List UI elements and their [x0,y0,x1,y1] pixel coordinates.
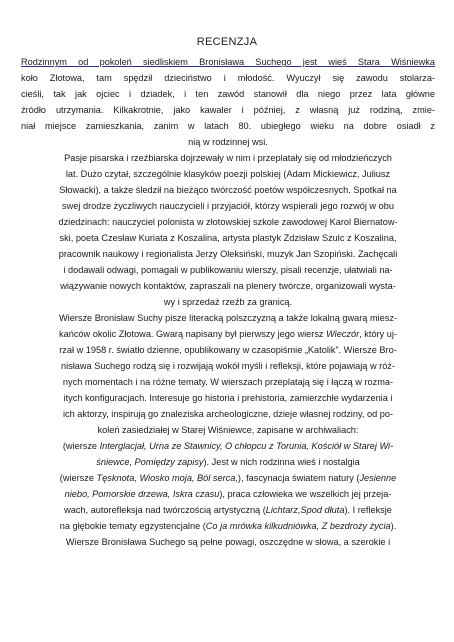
text-line: na głębokie tematy egzystencjalne (Co ja mrówka kilkudniówka, Z bezdroży życia). [59,521,397,531]
text-line: śniewce, Pomiędzy zapisy). Jest w nich rodzinna wieś i nostalgia [96,457,360,467]
text-line: koło Złotowa, tam spędził dzieciństwo i młodość. Wyuczył się zawodu stolarza- [21,73,435,83]
text-line: pracownik naukowy i regionalista Jerzy Oleksiński, muzyk Jan Szopiński. Zachęcali [58,249,398,259]
text-line: wy i sprzedaż rzeźb za granicą. [163,297,293,307]
text-line: niał miejsce zamieszkania, zanim w latach 80. ubiegłego wieku na dobre osiadł z [21,121,435,131]
text-line: kańców okolic Złotowa. Gwarą napisany był pierwszy jego wiersz Wieczór, który uj- [59,329,397,339]
text-line: nisława Suchego rodzą się i rozwijają wokół myśli i refleksji, które pojawiają w róż- [61,361,395,371]
text-line: dziedzinach: nauczyciel polonista w złotowskiej szkole zawodowej Karol Biernatow- [58,217,398,227]
text-line: swej drodze życzliwych nauczycieli i przyjaciół, którzy wspierali jego rozwój w obu [62,201,394,211]
text-line: nych momentach i na różne tematy. W wierszach przeplatają się i łączą w rozma- [62,377,394,387]
text-line: źródło utrzymania. Kilkakrotnie, jako kawaler i później, z własną już rodziną, zmie- [21,105,435,115]
text-line: rzał w 1958 r. światło dzienne, opublikowany w czasopiśmie „Katolik”. Wiersze Bro- [59,345,397,355]
text-line: Pasje pisarska i rzeźbiarska dojrzewały w nim i przeplatały się od młodzieńczych [64,153,392,163]
text-line: (wiersze Tęsknota, Wiosko moja, Ból serca,), fascynacja światem natury (Jesienne [59,473,397,483]
text-line: i dodawali odwagi, pomagali w publikowaniu wierszy, pisali recenzje, ułatwiali na- [63,265,393,275]
text-line: Wiersze Bronisław Suchy pisze literacką polszczyzną a także lokalną gwarą miesz- [58,313,398,323]
text-line: niebo, Pomorskie drzewa, Iskra czasu), praca człowieka we wszelkich jej przeja- [64,489,392,499]
text-line: itych konfiguracjach. Interesuje go historia i prehistoria, zamierzchłe wydarzenia i [63,393,393,403]
text-line: nią w rodzinnej wsi. [188,137,268,147]
text-line: cieśli, tak jak ojciec i dziadek, i ten zawód stanowił dla niego przez lata główne [21,89,435,99]
review-body [21,54,435,550]
text-line: ski, poeta Czesław Kuriata z Koszalina, artysta plastyk Zdzisław Szulc z Koszalina, [59,233,397,243]
text-line: lat. Dużo czytał, szczególnie klasyków poezji polskiej (Adam Mickiewicz, Juliusz [65,169,391,179]
text-line: koleń zasiedziałej w Starej Wiśniewce, zapisane w archiwaliach: [97,425,359,435]
text-line: (wiersze Interglacjał, Urna ze Stawnicy, O chłopcu z Torunia, Kościół w Starej Wi- [62,441,394,451]
text-line: ich aktorzy, inspirują go znaleziska archeologiczne, dzieje własnej rodziny, od po- [62,409,394,419]
text-line: wach, autorefleksja nad twórczością artystyczną (Lichtarz,Spod dłuta). I refleksje [64,505,392,515]
document-title: RECENZJA [196,36,258,48]
text-line: wiązywanie nowych kontaktów, zapraszali na plenery twórcze, organizowali wysta- [60,281,396,291]
text-line: Słowacki), a także śledził na bieżąco twórczość poetów współczesnych. Spotkał na [59,185,397,195]
text-line: Wiersze Bronisława Suchego są pełne powagi, oszczędne w słowa, a szerokie i [65,537,391,547]
text-line: Rodzinnym od pokoleń siedliskiem Bronisława Suchego jest wieś Stara Wiśniewka [21,57,435,67]
